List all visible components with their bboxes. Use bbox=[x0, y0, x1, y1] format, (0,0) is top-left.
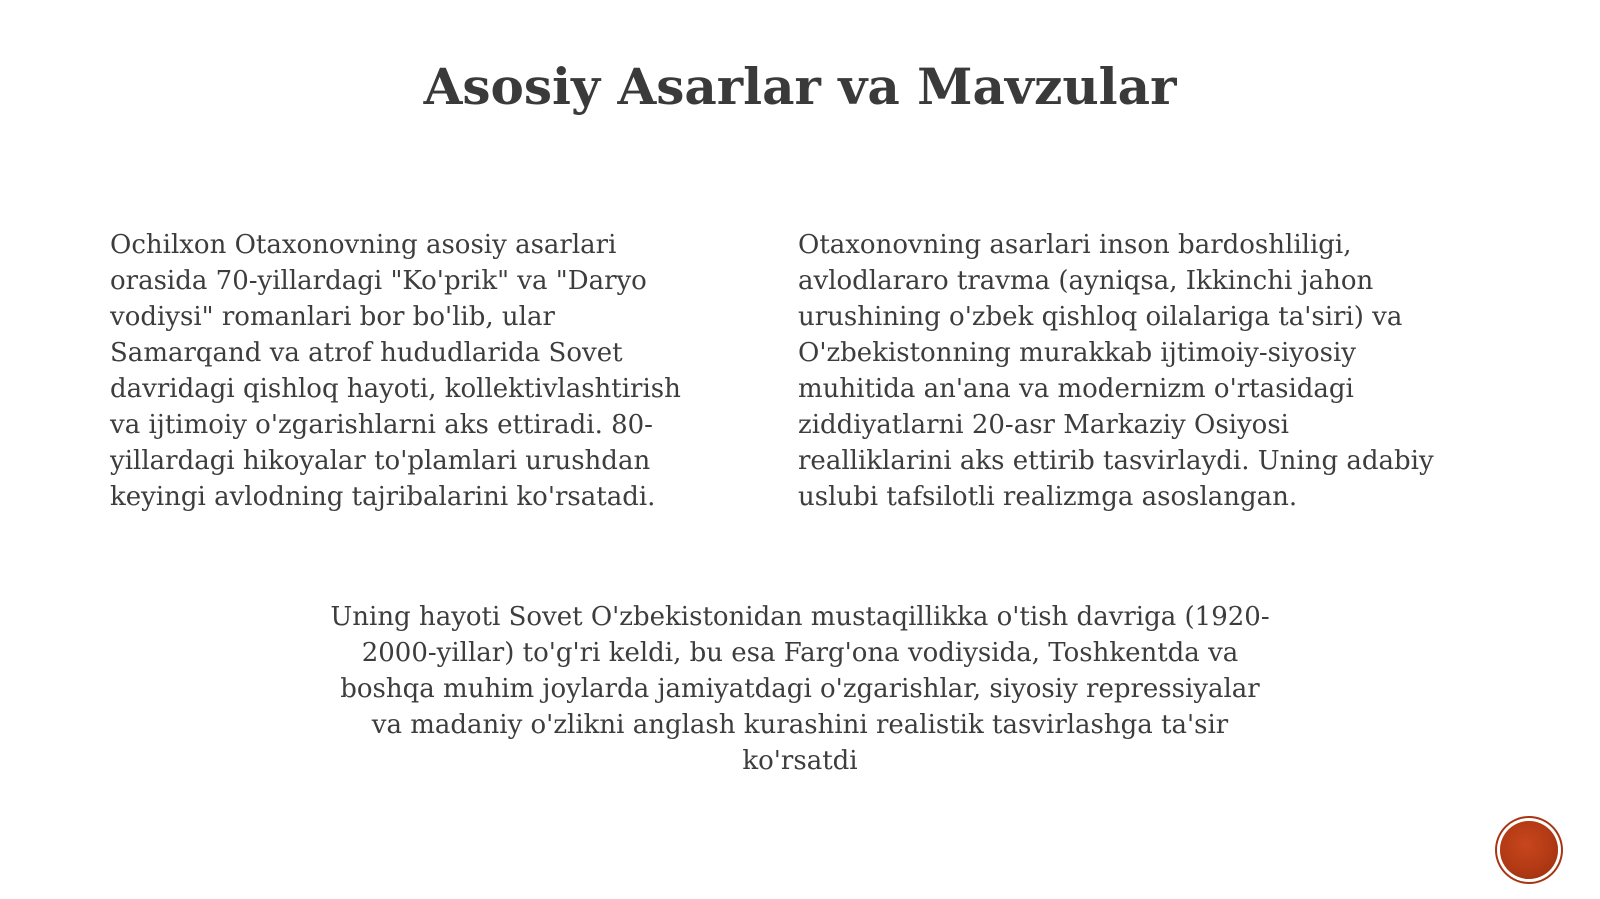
next-slide-button[interactable] bbox=[1500, 821, 1558, 879]
slide-title: Asosiy Asarlar va Mavzular bbox=[423, 57, 1177, 116]
left-paragraph: Ochilxon Otaxonovning asosiy asarlari orasida 70-yillardagi "Ko'prik" va "Daryo vodiysi" romanlari bor bo'lib, ular Samarqand va atrof hududlarida Sovet davridagi qishloq hayoti, kollektivlashtirish va ijtimoiy o'zgarishlarni aks ettiradi. 80- yillardagi hikoyalar to'plamlari urushdan keyingi avlodning tajribalarini ko'rsatadi. bbox=[110, 230, 681, 512]
bottom-paragraph: Uning hayoti Sovet O'zbekistonidan mustaqillikka o'tish davriga (1920- 2000-yillar) to'g'ri keldi, bu esa Farg'ona vodiysida, Toshkentda va boshqa muhim joylarda jamiyatdagi o'zgarishlar, siyosiy repressiyalar va madaniy o'zlikni anglash kurashini realistik tasvirlashga ta'sir ko'rsatdi bbox=[330, 602, 1270, 776]
right-paragraph: Otaxonovning asarlari inson bardoshliligi, avlodlararo travma (ayniqsa, Ikkinchi jahon urushining o'zbek qishloq oilalariga ta'siri) va O'zbekistonning murakkab ijtimoiy-siyosiy muhitida an'ana va modernizm o'rtasidagi ziddiyatlarni 20-asr Markaziy Osiyosi realliklarini aks ettirib tasvirlaydi. Uning adabiy uslubi tafsilotli realizmga asoslangan. bbox=[798, 230, 1434, 512]
